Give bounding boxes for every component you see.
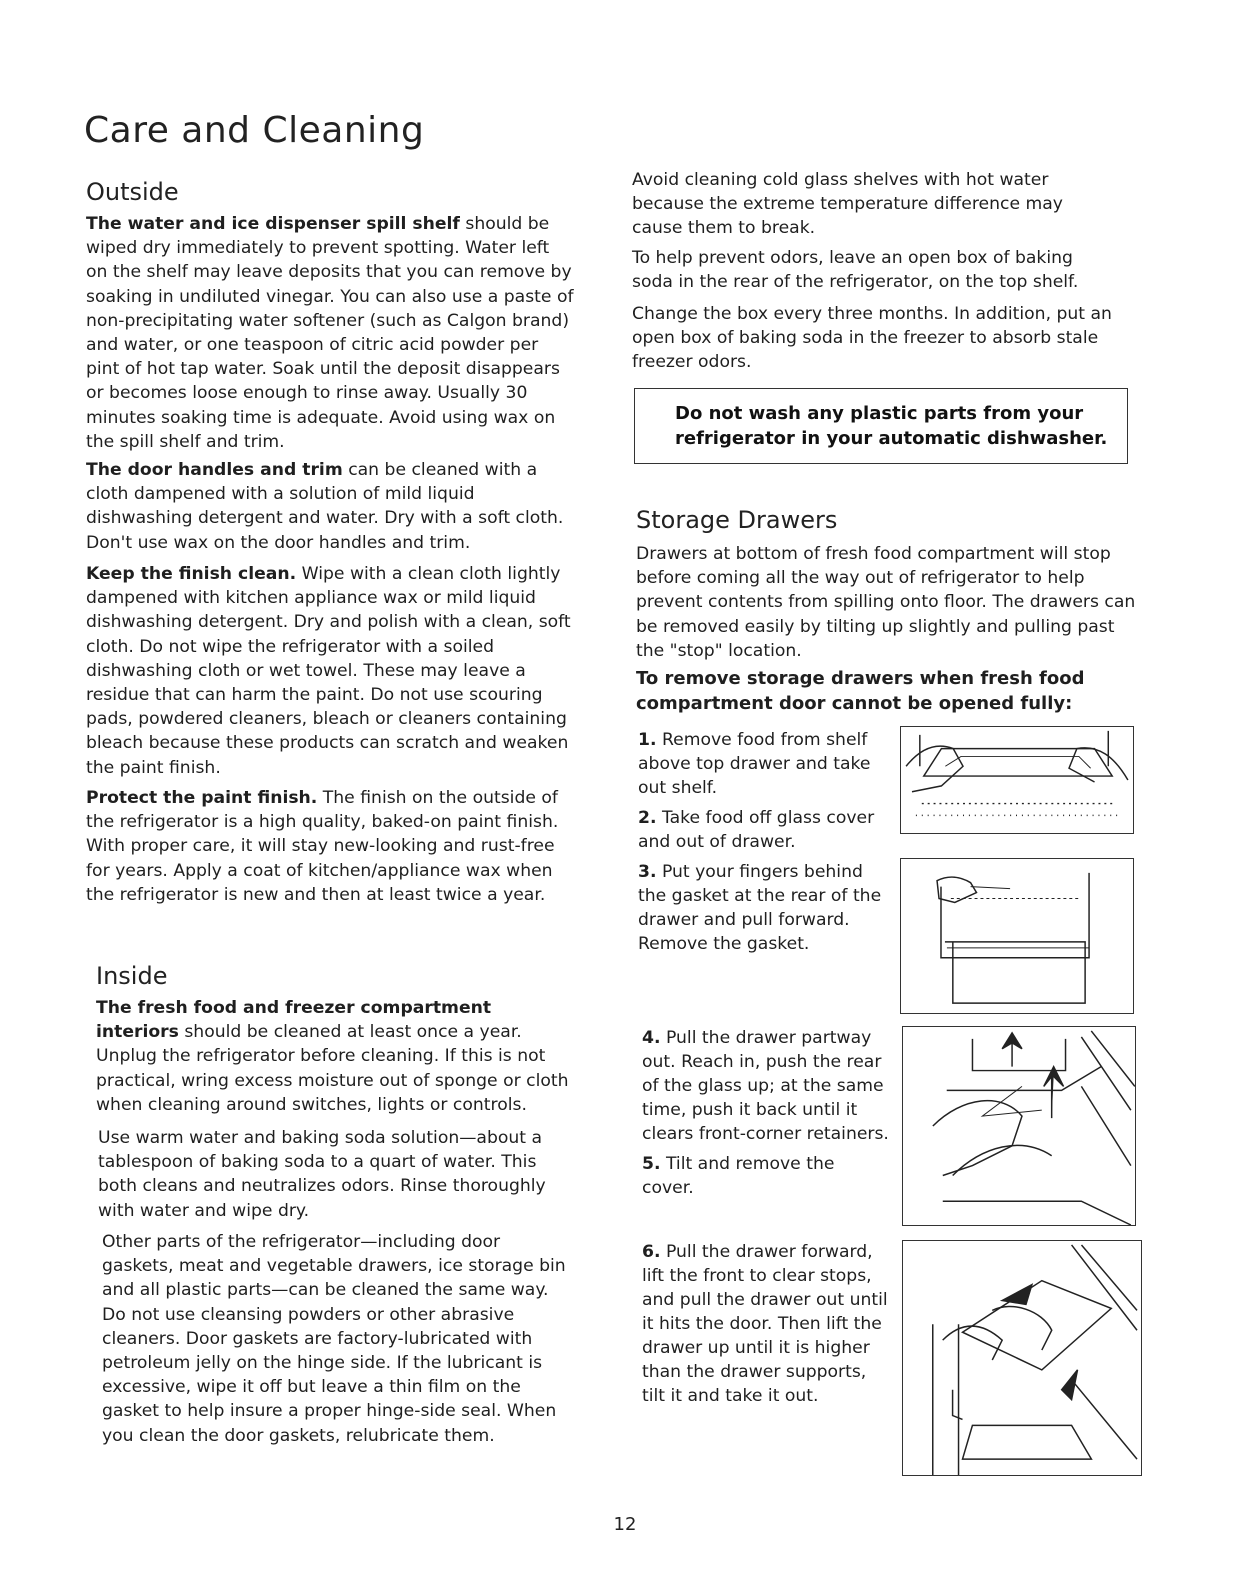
storage-intro: Drawers at bottom of fresh food compartment will stop before coming all the way out of refrigerator to help prevent contents from spilling onto floor. The drawers can be removed easily by tilting up slightly and pulling past the "stop" location. <box>636 544 1136 661</box>
step-text: Pull the drawer forward, lift the front to clear stops, and pull the drawer out until it hits the door. Then lift the drawer up until it is higher than the drawer supports, tilt it and take it out. <box>642 1242 888 1406</box>
step-number: 5. <box>642 1154 661 1174</box>
step-6 <box>642 1240 894 1408</box>
right-paragraph: Avoid cleaning cold glass shelves with hot water because the extreme temperature difference may cause them to break. <box>632 170 1063 239</box>
gasket-removal-illustration <box>900 858 1134 1014</box>
storage-subheading: To remove storage drawers when fresh food compartment door cannot be opened fully: <box>636 668 1085 714</box>
outside-paragraph <box>86 786 576 907</box>
right-paragraph: To help prevent odors, leave an open box of baking soda in the rear of the refrigerator, on the top shelf. <box>632 248 1079 293</box>
step-number: 3. <box>638 862 657 882</box>
paragraph-lead: The fresh food and freezer compartment interiors <box>96 998 492 1043</box>
glass-cover-removal-illustration <box>902 1026 1136 1226</box>
paragraph-text: Wipe with a clean cloth lightly dampened with kitchen appliance wax or mild liquid dishwashing detergent. Dry and polish with a clean, soft cloth. Do not wipe the refrigerator with a soiled dishwashing cloth or wet towel. These may leave a residue that can harm the paint. Do not use scouring pads, powdered cleaners, bleach or cleaners containing bleach because these products can scratch and weaken the paint finish. <box>86 564 571 778</box>
step-number: 4. <box>642 1028 661 1048</box>
step-5 <box>642 1152 882 1200</box>
paragraph-lead: The door handles and trim <box>86 460 343 480</box>
step-text: Put your fingers behind the gasket at the rear of the drawer and pull forward. Remove the gasket. <box>638 862 882 954</box>
step-4 <box>642 1026 900 1146</box>
shelf-removal-illustration <box>900 726 1134 834</box>
outside-paragraph <box>86 212 576 454</box>
drawer-removal-illustration <box>902 1240 1142 1476</box>
step-number: 2. <box>638 808 657 828</box>
storage-heading: Storage Drawers <box>636 506 838 534</box>
step-text: Tilt and remove the cover. <box>642 1154 835 1198</box>
page-number: 12 <box>613 1514 637 1535</box>
inside-heading: Inside <box>96 962 168 990</box>
step-1 <box>638 728 888 800</box>
step-2 <box>638 806 888 854</box>
inside-paragraph: Other parts of the refrigerator—including door gaskets, meat and vegetable drawers, ice storage bin and all plastic parts—can be cleaned the same way. Do not use cleansing powders or other abrasive cleaners. Door gaskets are factory-lubricated with petroleum jelly on the hinge side. If the lubricant is excessive, wipe it off but leave a thin film on the gasket to help insure a proper hinge-side seal. When you clean the door gaskets, relubricate them. <box>102 1232 566 1446</box>
paragraph-lead: The water and ice dispenser spill shelf <box>86 214 460 234</box>
paragraph-text: should be cleaned at least once a year. Unplug the refrigerator before cleaning. If this is not practical, wring excess moisture out of sponge or cloth when cleaning around switches, lights or controls. <box>96 1022 569 1115</box>
inside-paragraph: Use warm water and baking soda solution—about a tablespoon of baking soda to a quart of water. This both cleans and neutralizes odors. Rinse thoroughly with water and wipe dry. <box>98 1128 546 1221</box>
step-text: Pull the drawer partway out. Reach in, push the rear of the glass up; at the same time, push it back until it clears front-corner retainers. <box>642 1028 889 1144</box>
page-title: Care and Cleaning <box>84 110 425 151</box>
warning-box: Do not wash any plastic parts from your refrigerator in your automatic dishwasher. <box>634 388 1128 464</box>
right-paragraph: Change the box every three months. In addition, put an open box of baking soda in the freezer to absorb stale freezer odors. <box>632 304 1112 373</box>
paragraph-lead: Protect the paint finish. <box>86 788 318 808</box>
step-text: Take food off glass cover and out of drawer. <box>638 808 875 852</box>
step-number: 6. <box>642 1242 661 1262</box>
outside-paragraph <box>86 562 576 780</box>
outside-paragraph <box>86 458 576 555</box>
paragraph-text: should be wiped dry immediately to prevent spotting. Water left on the shelf may leave deposits that you can remove by soaking in undiluted vinegar. You can also use a paste of non-precipitating water softener (such as Calgon brand) and water, or one teaspoon of citric acid powder per pint of hot tap water. Soak until the deposit disappears or becomes loose enough to rinse away. Usually 30 minutes soaking time is adequate. Avoid using wax on the spill shelf and trim. <box>86 214 574 452</box>
step-text: Remove food from shelf above top drawer and take out shelf. <box>638 730 871 798</box>
step-number: 1. <box>638 730 657 750</box>
step-3 <box>638 860 888 956</box>
paragraph-lead: Keep the finish clean. <box>86 564 297 584</box>
inside-paragraph <box>96 996 572 1117</box>
paragraph-text: The finish on the outside of the refrigerator is a high quality, baked-on paint finish. With proper care, it will stay new-looking and rust-free for years. Apply a coat of kitchen/appliance wax when the refrigerator is new and then at least twice a year. <box>86 788 559 905</box>
paragraph-text: can be cleaned with a cloth dampened with a solution of mild liquid dishwashing detergent and water. Dry with a soft cloth. Don't use wax on the door handles and trim. <box>86 460 564 553</box>
outside-heading: Outside <box>86 178 179 206</box>
